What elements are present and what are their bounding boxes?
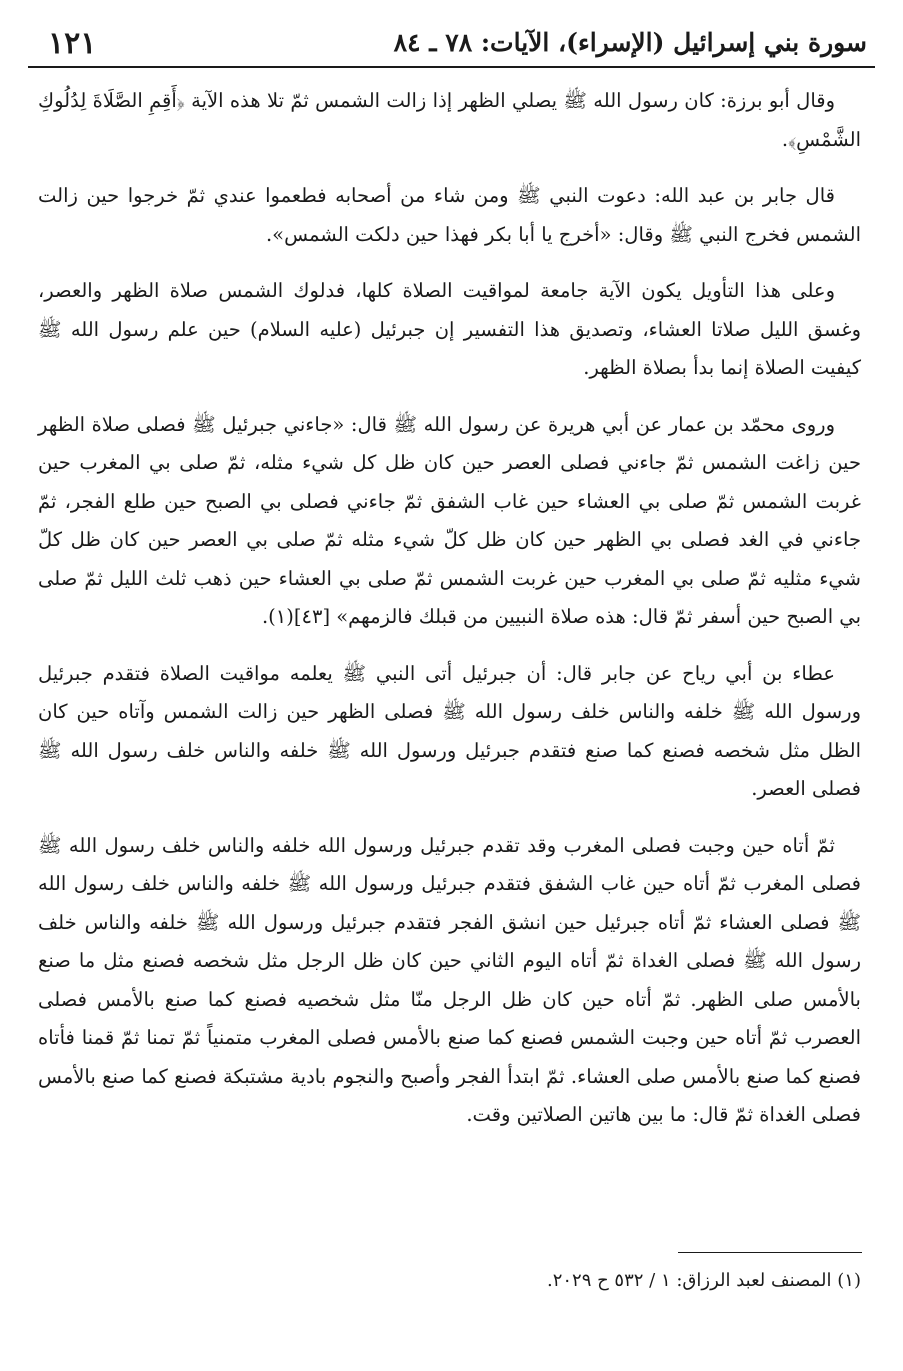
footnote: (١) المصنف لعبد الرزاق: ١ / ٥٣٢ ح ٢٠٢٩.: [546, 1270, 861, 1291]
paragraph-abu-huraira-hadith: وروى محمّد بن عمار عن أبي هريرة عن رسول الله ﷺ قال: «جاءني جبرئيل ﷺ فصلى صلاة الظهر حين زاغت الشمس ثمّ جاءني فصلى العصر حين كان ظل كل شيء مثله، ثمّ صلى بي المغرب حين غربت الشمس ثمّ صلى بي العشاء حين غاب الشفق ثمّ جاءني فصلى بي الصبح حين طلع الفجر، ثمّ جاءني في الغد فصلى بي الظهر حين كان ظل كلّ شيء مثله ثمّ صلى بي العصر حين كان ظل كلّ شيء مثليه ثمّ صلى بي المغرب حين غربت الشمس ثمّ صلى بي العشاء حين ذهب ثلث الليل ثمّ صلى بي الصبح حين أسفر ثمّ قال: هذه صلاة النبيين من قبلك فالزمهم» [٤٣](١).: [38, 412, 861, 628]
paragraph-second-day: ثمّ أتاه حين وجبت فصلى المغرب وقد تقدم جبرئيل ورسول الله خلفه والناس خلف رسول الله ﷺ فصلى المغرب ثمّ أتاه حين غاب الشفق فتقدم جبرئيل ورسول الله ﷺ خلفه والناس خلف رسول الله ﷺ فصلى العشاء ثمّ أتاه جبرئيل حين انشق الفجر فتقدم جبرئيل ورسول الله ﷺ خلفه والناس خلف رسول الله ﷺ فصلى الغداة ثمّ أتاه اليوم الثاني حين كان ظل الرجل مثل شخصه فصنع مثل ما صنع بالأمس صلى الظهر. ثمّ أتاه حين كان ظل الرجل منّا مثل شخصيه فصنع كما صنع بالأمس فصلى العصرب ثمّ أتاه حين وجبت الشمس فصنع كما صنع بالأمس فصلى المغرب متمنياً ثمّ تمنا ثمّ قمنا فأتاه فصنع كما صنع بالأمس صلى العشاء. ثمّ ابتدأ الفجر وأصبح والنجوم بادية مشتبكة فصنع كما صنع بالأمس فصلى الغداة ثمّ قال: ما بين هاتين الصلاتين وقت.: [38, 833, 861, 1126]
paragraph-jabir: قال جابر بن عبد الله: دعوت النبي ﷺ ومن شاء من أصحابه فطعموا عندي ثمّ خرجوا حين زالت الشمس فخرج النبي ﷺ وقال: «أخرج يا أبا بكر فهذا حين دلكت الشمس».: [38, 184, 861, 246]
header-rule: [28, 66, 875, 68]
paragraph-ata-hadith: عطاء بن أبي رياح عن جابر قال: أن جبرئيل أتى النبي ﷺ يعلمه مواقيت الصلاة فتقدم جبرئيل ورسول الله ﷺ خلفه والناس خلف رسول الله ﷺ فصلى الظهر حين زالت الشمس وآتاه حين كان الظل مثل شخصه فصنع كما صنع فتقدم جبرئيل ورسول الله ﷺ خلفه والناس خلف رسول الله ﷺ فصلى العصر.: [38, 661, 861, 800]
body-text: [38, 82, 861, 1153]
header-title: سورة بني إسرائيل (الإسراء)، الآيات: ٧٨ ـ ٨٤: [393, 28, 867, 57]
footnote-rule: [678, 1252, 862, 1253]
running-header: [28, 18, 875, 68]
page-number: ١٢١: [48, 26, 97, 61]
paragraph-abu-barza: وقال أبو برزة: كان رسول الله ﷺ يصلي الظهر إذا زالت الشمس ثمّ تلا هذه الآية ﴿أَقِمِ الصَّلَاةَ لِدُلُوكِ الشَّمْسِ﴾.: [38, 89, 861, 151]
paragraph-tawil: وعلى هذا التأويل يكون الآية جامعة لمواقيت الصلاة كلها، فدلوك الشمس صلاة الظهر والعصر، وغسق الليل صلاتا العشاء، وتصديق هذا التفسير إن جبرئيل (عليه السلام) حين علم رسول الله ﷺ كيفيت الصلاة إنما بدأ بصلاة الظهر.: [38, 279, 861, 379]
